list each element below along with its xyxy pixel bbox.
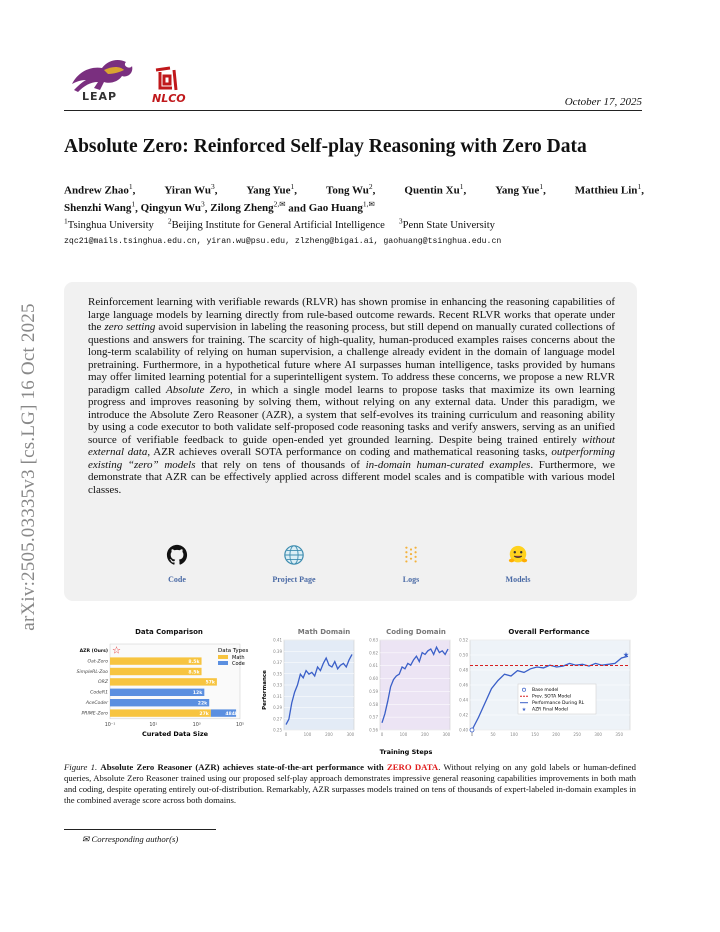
y-tick-label: 0.61 bbox=[369, 663, 378, 669]
bar-value-label: 12k bbox=[192, 691, 203, 697]
y-tick-label: 0.41 bbox=[273, 637, 282, 643]
x-tick-label: 0 bbox=[380, 732, 384, 737]
bar-value-label: 484k bbox=[225, 711, 238, 717]
legend-title: Data Types bbox=[218, 648, 249, 654]
y-tick-label: 0.56 bbox=[369, 727, 378, 733]
y-tick-label: 0.50 bbox=[459, 652, 468, 658]
x-tick-label: 300 bbox=[346, 732, 355, 737]
bar-math bbox=[110, 709, 211, 716]
legend-label: Performance During RL bbox=[532, 701, 585, 706]
math-domain-chart bbox=[260, 636, 360, 756]
bar-value-label: 27k bbox=[199, 711, 209, 717]
x-tick-label: 100 bbox=[303, 732, 312, 737]
y-tick-label: 0.37 bbox=[273, 660, 282, 665]
y-tick-label: 0.59 bbox=[369, 688, 378, 694]
affiliation: $^3$Penn State University bbox=[398, 216, 495, 231]
models-label: Models bbox=[505, 575, 531, 584]
y-tick-label: 0.52 bbox=[459, 637, 468, 643]
y-tick-label: 0.57 bbox=[369, 714, 378, 720]
bar-code bbox=[110, 699, 209, 706]
author-name: Andrew Zhao$^1$, bbox=[64, 182, 136, 197]
base-model-marker bbox=[470, 728, 474, 732]
y-tick-label: 0.25 bbox=[273, 727, 282, 733]
bar-category-label: PRIME-Zero bbox=[81, 711, 108, 717]
project-page-link[interactable] bbox=[254, 544, 334, 584]
bar-value-label: 22k bbox=[197, 701, 208, 707]
y-tick-label: 0.27 bbox=[273, 716, 282, 722]
y-tick-label: 0.48 bbox=[459, 667, 468, 673]
x-tick-label: 10³ bbox=[192, 722, 201, 728]
plot-area bbox=[380, 640, 450, 730]
y-tick-label: 0.40 bbox=[459, 727, 468, 733]
x-tick-label: 100 bbox=[399, 732, 408, 737]
y-tick-label: 0.62 bbox=[369, 650, 378, 656]
figure-caption: Figure 1. Absolute Zero Reasoner (AZR) achieves state-of-the-art performance with ZERO DATA. Without relying on any gold labels or human-defined queries, Absolute Zero Reasoner trained using our proposed self-play approach demonstrates impressive general reasoning capabilities improvements in both math and coding, despite operating entirely out-of-distribution. Remarkably, AZR surpasses models trained on tens of thousands of expert-labeled in-domain examples in the combined average score across both domains. bbox=[64, 762, 636, 805]
author-name: Yang Yue$^1$, bbox=[495, 182, 546, 197]
x-tick-label: 0 bbox=[284, 732, 288, 737]
math-domain-title: Math Domain bbox=[297, 628, 351, 636]
overall-performance-title: Overall Performance bbox=[508, 628, 590, 636]
author-name: Yiran Wu$^3$, bbox=[164, 182, 218, 197]
publication-date: October 17, 2025 bbox=[564, 96, 642, 108]
nlco-logo-text: NLCO bbox=[152, 92, 186, 105]
x-tick-label: 200 bbox=[552, 732, 560, 737]
data-comparison-title: Data Comparison bbox=[135, 628, 203, 636]
affiliation: $^2$Beijing Institute for General Artificial Intelligence bbox=[167, 216, 385, 231]
legend-label: Math bbox=[232, 655, 245, 661]
code-link[interactable] bbox=[137, 544, 217, 584]
coding-domain-chart bbox=[356, 636, 456, 756]
author-name: Matthieu Lin$^1$, bbox=[574, 182, 644, 197]
author-name: Tong Wu$^2$, bbox=[326, 182, 376, 197]
x-tick-label: 10¹ bbox=[149, 722, 158, 728]
arxiv-identifier: arXiv:2505.03335v3 [cs.LG] 16 Oct 2025 bbox=[18, 303, 39, 631]
github-icon bbox=[166, 544, 188, 566]
svg-text:★: ★ bbox=[521, 708, 527, 713]
azr-final-star-icon: ★ bbox=[622, 651, 630, 659]
author-list bbox=[64, 180, 644, 215]
models-link[interactable] bbox=[478, 544, 558, 584]
bar-value-label: 57k bbox=[205, 680, 215, 686]
star-icon: ☆ bbox=[112, 645, 121, 657]
huggingface-icon bbox=[507, 544, 529, 566]
x-tick-label: 300 bbox=[594, 732, 602, 737]
logs-label: Logs bbox=[402, 575, 420, 584]
author-name: Gao Huang$^{1,✉}$ bbox=[308, 199, 375, 215]
globe-icon bbox=[283, 544, 305, 566]
author-emails: zqc21@mails.tsinghua.edu.cn, yiran.wu@psu.edu, zlzheng@bigai.ai, gaohuang@tsinghua.edu.cn bbox=[64, 237, 502, 246]
data-comparison-chart bbox=[64, 638, 264, 756]
y-tick-label: 0.39 bbox=[273, 648, 282, 654]
bar-category-label: ORZ bbox=[98, 680, 108, 686]
legend-swatch bbox=[218, 661, 228, 665]
author-name: Quentin Xu$^1$, bbox=[404, 182, 467, 197]
y-tick-label: 0.46 bbox=[459, 682, 468, 688]
bar-category-label: CodeR1 bbox=[90, 690, 108, 696]
legend-label: Prev. SOTA Model bbox=[532, 694, 572, 700]
author-name: Zilong Zheng$^{2,✉}$ bbox=[210, 199, 286, 215]
y-tick-label: 0.44 bbox=[459, 697, 468, 703]
x-tick-label: 250 bbox=[573, 732, 581, 737]
bar-value-label: 8.5k bbox=[188, 670, 200, 676]
y-tick-label: 0.33 bbox=[273, 682, 282, 688]
code-label: Code bbox=[168, 575, 186, 584]
bar-code bbox=[110, 689, 204, 696]
header-rule bbox=[64, 110, 642, 111]
y-tick-label: 0.63 bbox=[369, 637, 378, 643]
x-tick-label: 0 bbox=[470, 732, 474, 737]
project-page-label: Project Page bbox=[272, 575, 316, 584]
bar-category-label: SimpleRL-Zoo bbox=[76, 669, 108, 675]
y-axis-label: Performance bbox=[262, 670, 268, 710]
x-tick-label: 10⁻¹ bbox=[104, 722, 116, 728]
y-tick-label: 0.29 bbox=[273, 705, 282, 710]
author-name: Qingyun Wu$^3$ bbox=[140, 199, 205, 215]
figure-1 bbox=[64, 626, 644, 756]
affiliation: $^1$Tsinghua University bbox=[64, 216, 154, 231]
y-tick-label: 0.31 bbox=[273, 693, 282, 699]
x-tick-label: 150 bbox=[531, 732, 539, 737]
logs-icon bbox=[400, 544, 422, 566]
y-tick-label: 0.35 bbox=[273, 671, 282, 677]
coding-domain-title: Coding Domain bbox=[386, 628, 446, 636]
corresponding-author-note: ✉ Corresponding author(s) bbox=[82, 834, 179, 844]
x-axis-label: Training Steps bbox=[379, 748, 433, 756]
bar-category-label: AZR (Ours) bbox=[79, 649, 108, 654]
x-tick-label: 200 bbox=[421, 732, 429, 737]
legend-label: AZR Final Model bbox=[532, 707, 569, 713]
author-name: Yang Yue$^1$, bbox=[246, 182, 298, 197]
legend-swatch bbox=[218, 655, 228, 659]
affiliations bbox=[64, 216, 509, 231]
x-tick-label: 200 bbox=[325, 732, 333, 737]
author-name: Shenzhi Wang$^1$ bbox=[64, 199, 136, 215]
y-tick-label: 0.60 bbox=[369, 676, 378, 682]
x-tick-label: 100 bbox=[510, 732, 518, 737]
bar-math bbox=[110, 678, 217, 685]
x-tick-label: 350 bbox=[615, 732, 624, 737]
abstract-text: Reinforcement learning with verifiable rewards (RLVR) has shown promise in enhancing the reasoning capabilities of large language models by learning directly from rule-based outcome rewards. Recent RLVR works that operate under the zero setting avoid supervision in labeling the reasoning process, but still depend on manually curated collections of questions and answers for training. The scarcity of high-quality, human-produced examples raises concerns about the long-term scalability of relying on human supervision, a challenge already evident in the domain of language model pretraining. Furthermore, in a hypothetical future where AI surpasses human intelligence, tasks provided by humans may offer limited learning potential for a superintelligent system. To address these concerns, we propose a new RLVR paradigm called Absolute Zero, in which a single model learns to propose tasks that maximize its own learning progress and improves reasoning by solving them, without relying on any external data. Under this paradigm, we introduce the Absolute Zero Reasoner (AZR), a system that self-evolves its training curriculum and reasoning ability by using a code executor to both validate self-proposed code reasoning tasks and verify answers, serving as an unified source of verifiable feedback to guide open-ended yet grounded learning. Despite being trained entirely without external data, AZR achieves overall SOTA performance on coding and mathematical reasoning tasks, outperforming existing “zero” models that rely on tens of thousands of in-domain human-curated examples. Furthermore, we demonstrate that AZR can be effectively applied across different model scales and is compatible with various model classes. bbox=[88, 296, 615, 496]
legend-label: Base model bbox=[532, 688, 559, 693]
x-tick-label: 10⁵ bbox=[235, 722, 245, 728]
bar-value-label: 8.5k bbox=[188, 659, 200, 665]
legend-label: Code bbox=[232, 661, 245, 667]
paper-title: Absolute Zero: Reinforced Self-play Reasoning with Zero Data bbox=[64, 136, 587, 157]
x-axis-label: Curated Data Size bbox=[141, 729, 209, 738]
bar-category-label: Oat-Zero bbox=[87, 659, 108, 665]
author-line-1 bbox=[64, 180, 644, 198]
leap-logo-text: LEAP bbox=[82, 90, 118, 103]
bar-category-label: AceCoder bbox=[85, 701, 108, 706]
y-tick-label: 0.42 bbox=[459, 712, 468, 718]
author-line-2: Shenzhi Wang$^1$, Qingyun Wu$^3$, Zilong Zheng$^{2,✉}$ and Gao Huang$^{1,✉}$ bbox=[64, 199, 375, 215]
envelope-icon: ✉ bbox=[82, 834, 90, 844]
x-tick-label: 50 bbox=[490, 732, 496, 737]
logs-link[interactable] bbox=[371, 544, 451, 584]
overall-performance-chart bbox=[456, 636, 644, 756]
y-tick-label: 0.58 bbox=[369, 701, 378, 707]
footnote-rule bbox=[64, 829, 216, 830]
x-tick-label: 300 bbox=[442, 732, 451, 737]
